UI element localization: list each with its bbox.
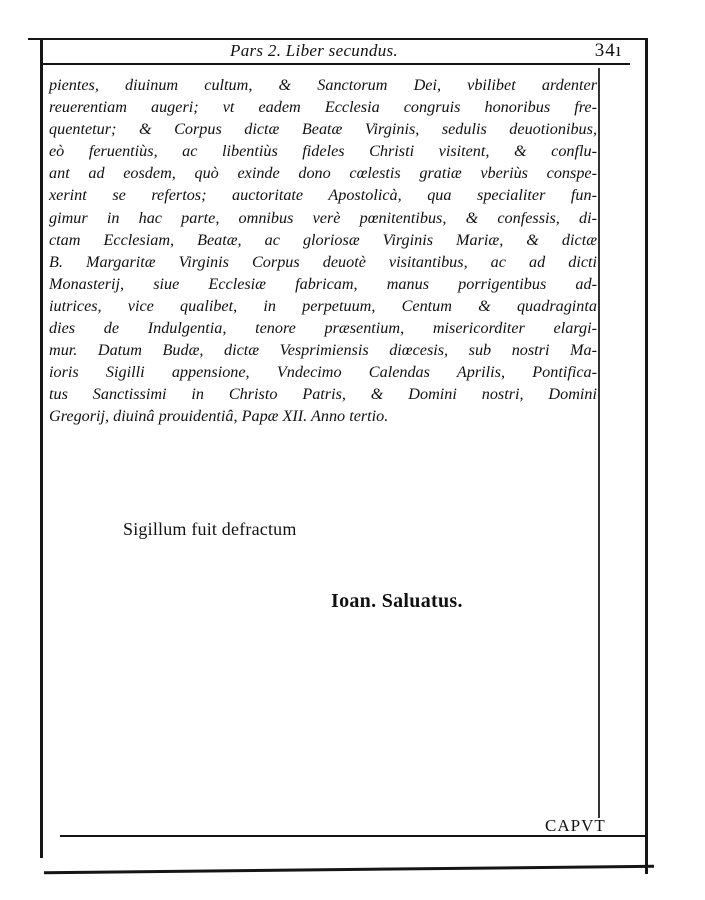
- frame-right-rule: [645, 38, 648, 874]
- page-number: 34ı: [594, 40, 622, 61]
- text-line: xerint se refertos; auctoritate Apostolicà, qua specialiter fun-: [49, 186, 597, 205]
- text-line: quentetur; & Corpus dictæ Beatæ Virginis, sedulis deuotionibus,: [49, 120, 597, 139]
- text-line: dies de Indulgentia, tenore præsentium, misericorditer elargi-: [49, 319, 597, 338]
- signature: Ioan. Saluatus.: [331, 590, 463, 612]
- text-line: ant ad eosdem, quò exinde dono cœlestis gratiæ vberiùs conspe-: [49, 164, 597, 183]
- text-line: ctam Ecclesiam, Beatæ, ac gloriosæ Virginis Mariæ, & dictæ: [49, 230, 597, 249]
- text-line: eò feruentiùs, ac libentiùs fideles Christi visitent, & conflu-: [49, 142, 597, 161]
- header-rule: [40, 63, 630, 65]
- catchword: CAPVT: [545, 816, 606, 835]
- text-line: mur. Datum Budæ, dictæ Vesprimiensis diœcesis, sub nostri Ma-: [49, 341, 597, 360]
- running-title: Pars 2. Liber secundus.: [230, 41, 398, 60]
- text-line: iutrices, vice qualibet, in perpetuum, Centum & quadraginta: [49, 296, 597, 315]
- frame-left-rule: [40, 40, 43, 858]
- text-line: Monasterij, siue Ecclesiæ fabricam, manus porrigentibus ad-: [49, 274, 597, 293]
- text-line: B. Margaritæ Virginis Corpus deuotè visitantibus, ac ad dicti: [49, 252, 597, 271]
- running-head: [44, 40, 642, 62]
- text-line: tus Sanctissimi in Christo Patris, & Domini nostri, Domini: [49, 385, 597, 404]
- text-column-rule: [598, 68, 600, 818]
- text-line: pientes, diuinum cultum, & Sanctorum Dei, vbilibet ardenter: [49, 76, 597, 94]
- text-line: reuerentiam augeri; vt eadem Ecclesia congruis honoribus fre-: [49, 98, 597, 117]
- text-line: ioris Sigilli appensione, Vndecimo Calendas Aprilis, Pontifica-: [49, 363, 597, 382]
- main-text-block: [49, 74, 597, 428]
- text-line: gimur in hac parte, omnibus verè pœnitentibus, & confessis, di-: [49, 208, 597, 227]
- text-line: Gregorij, diuinâ prouidentiâ, Papæ XII. Anno tertio.: [49, 407, 389, 426]
- seal-note: Sigillum fuit defractum: [123, 519, 297, 539]
- page-edge-rule: [44, 865, 654, 874]
